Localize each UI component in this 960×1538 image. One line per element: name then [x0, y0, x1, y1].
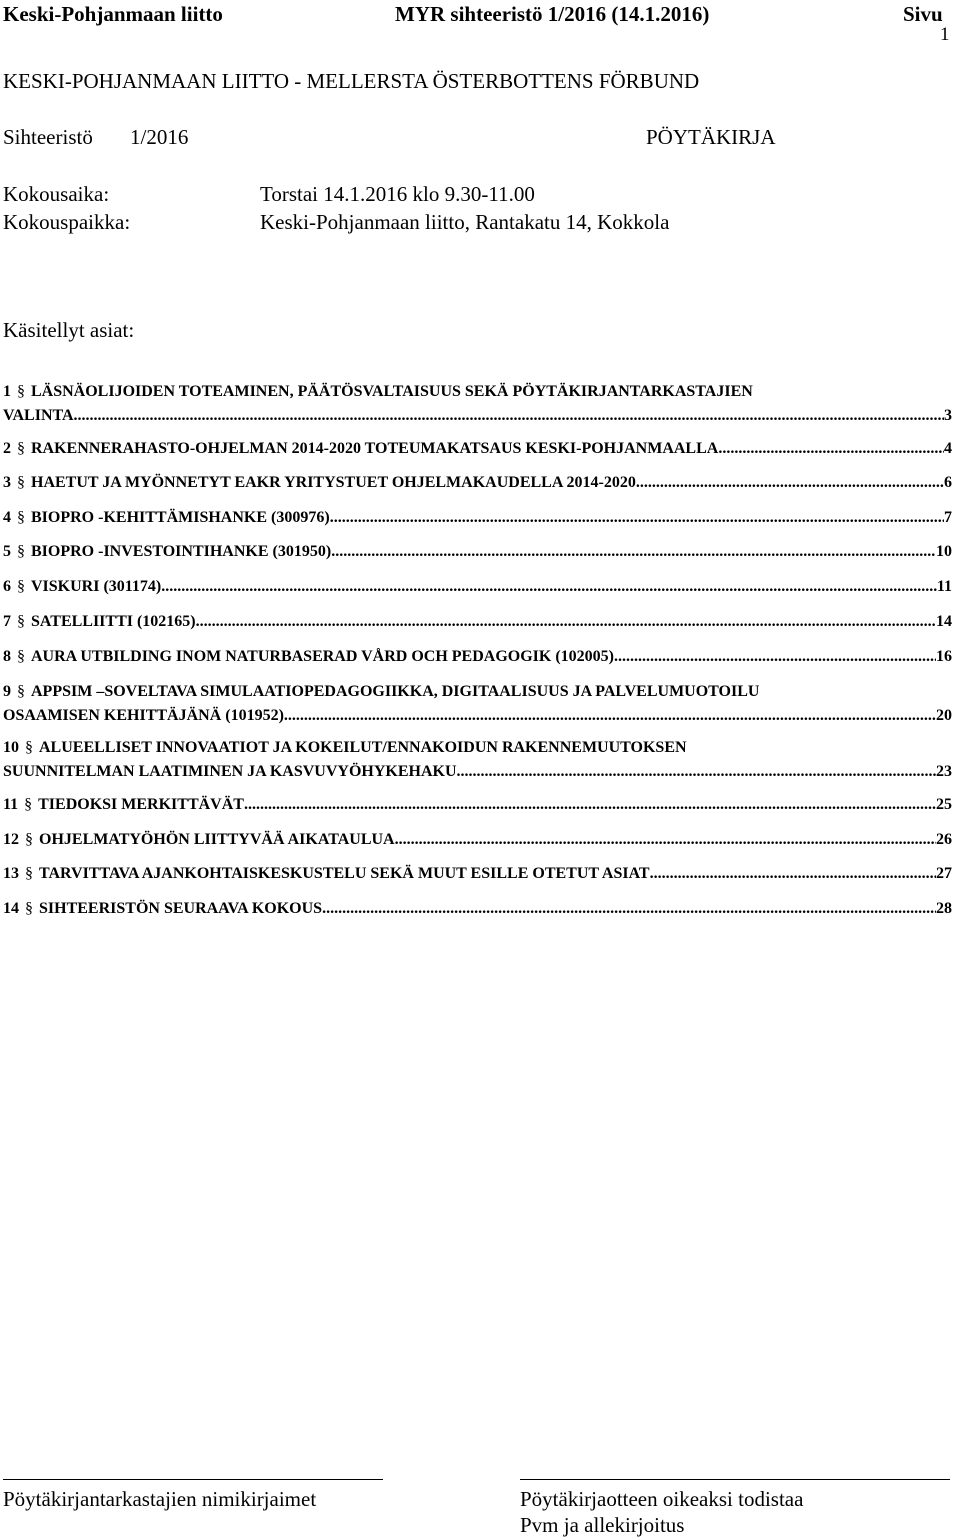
header-org: Keski-Pohjanmaan liitto — [3, 2, 223, 26]
time-label: Kokousaika: — [3, 182, 110, 206]
header-page-number: 1 — [940, 24, 950, 45]
header-page-label: Sivu — [903, 2, 943, 26]
items-heading: Käsitellyt asiat: — [3, 318, 135, 342]
place-label: Kokouspaikka: — [3, 210, 131, 234]
toc-item: 12 § OHJELMATYÖHÖN LIITTYVÄÄ AIKATAULUA ..... 26 — [3, 828, 952, 852]
toc-item: 5 § BIOPRO -INVESTOINTIHANKE (301950) ..... 10 — [3, 540, 952, 564]
document-type: PÖYTÄKIRJA — [646, 125, 776, 149]
org-full-title: KESKI-POHJANMAAN LIITTO - MELLERSTA ÖSTERBOTTENS FÖRBUND — [3, 69, 700, 93]
footer-certify-label: Pöytäkirjaotteen oikeaksi todistaa — [520, 1487, 804, 1511]
footer-initials-label: Pöytäkirjantarkastajien nimikirjaimet — [3, 1487, 317, 1511]
footer-date-signature-label: Pvm ja allekirjoitus — [520, 1513, 685, 1537]
signature-line-right — [520, 1479, 950, 1480]
time-value: Torstai 14.1.2016 klo 9.30-11.00 — [260, 182, 535, 206]
toc-item: 2 § RAKENNERAHASTO-OHJELMAN 2014-2020 TOTEUMAKATSAUS KESKI-POHJANMAALLA ..... 4 — [3, 437, 952, 461]
toc-item: 1 § LÄSNÄOLIJOIDEN TOTEAMINEN, PÄÄTÖSVALTAISUUS SEKÄ PÖYTÄKIRJANTARKASTAJIEN VALINTA ..... 3 — [3, 380, 952, 428]
toc-item: 14 § SIHTEERISTÖN SEURAAVA KOKOUS ..... 28 — [3, 897, 952, 921]
place-value: Keski-Pohjanmaan liitto, Rantakatu 14, Kokkola — [260, 210, 670, 234]
meeting-number: 1/2016 — [130, 125, 189, 149]
toc-item: 9 § APPSIM –SOVELTAVA SIMULAATIOPEDAGOGIIKKA, DIGITAALISUUS JA PALVELUMUOTOILU OSAAMISEN KEHITTÄJÄNÄ (101952) ..... 20 — [3, 680, 952, 728]
toc-item: 10 § ALUEELLISET INNOVAATIOT JA KOKEILUT/ENNAKOIDUN RAKENNEMUUTOKSEN SUUNNITELMAN LAATIMINEN JA KASVUVYÖHYKEHAKU ..... 23 — [3, 736, 952, 784]
toc-item: 13 § TARVITTAVA AJANKOHTAISKESKUSTELU SEKÄ MUUT ESILLE OTETUT ASIAT ..... 27 — [3, 862, 952, 886]
toc-item: 4 § BIOPRO -KEHITTÄMISHANKE (300976) ..... 7 — [3, 506, 952, 530]
toc-item: 3 § HAETUT JA MYÖNNETYT EAKR YRITYSTUET OHJELMAKAUDELLA 2014-2020 ..... 6 — [3, 471, 952, 495]
body-name: Sihteeristö — [3, 125, 93, 149]
header-meeting: MYR sihteeristö 1/2016 (14.1.2016) — [395, 2, 710, 26]
signature-line-left — [3, 1479, 383, 1480]
toc-item: 8 § AURA UTBILDING INOM NATURBASERAD VÅRD OCH PEDAGOGIK (102005) ..... 16 — [3, 645, 952, 669]
toc-item: 7 § SATELLIITTI (102165) ..... 14 — [3, 610, 952, 634]
toc-item: 6 § VISKURI (301174) ..... 11 — [3, 575, 952, 599]
toc-item: 11 § TIEDOKSI MERKITTÄVÄT ..... 25 — [3, 793, 952, 817]
